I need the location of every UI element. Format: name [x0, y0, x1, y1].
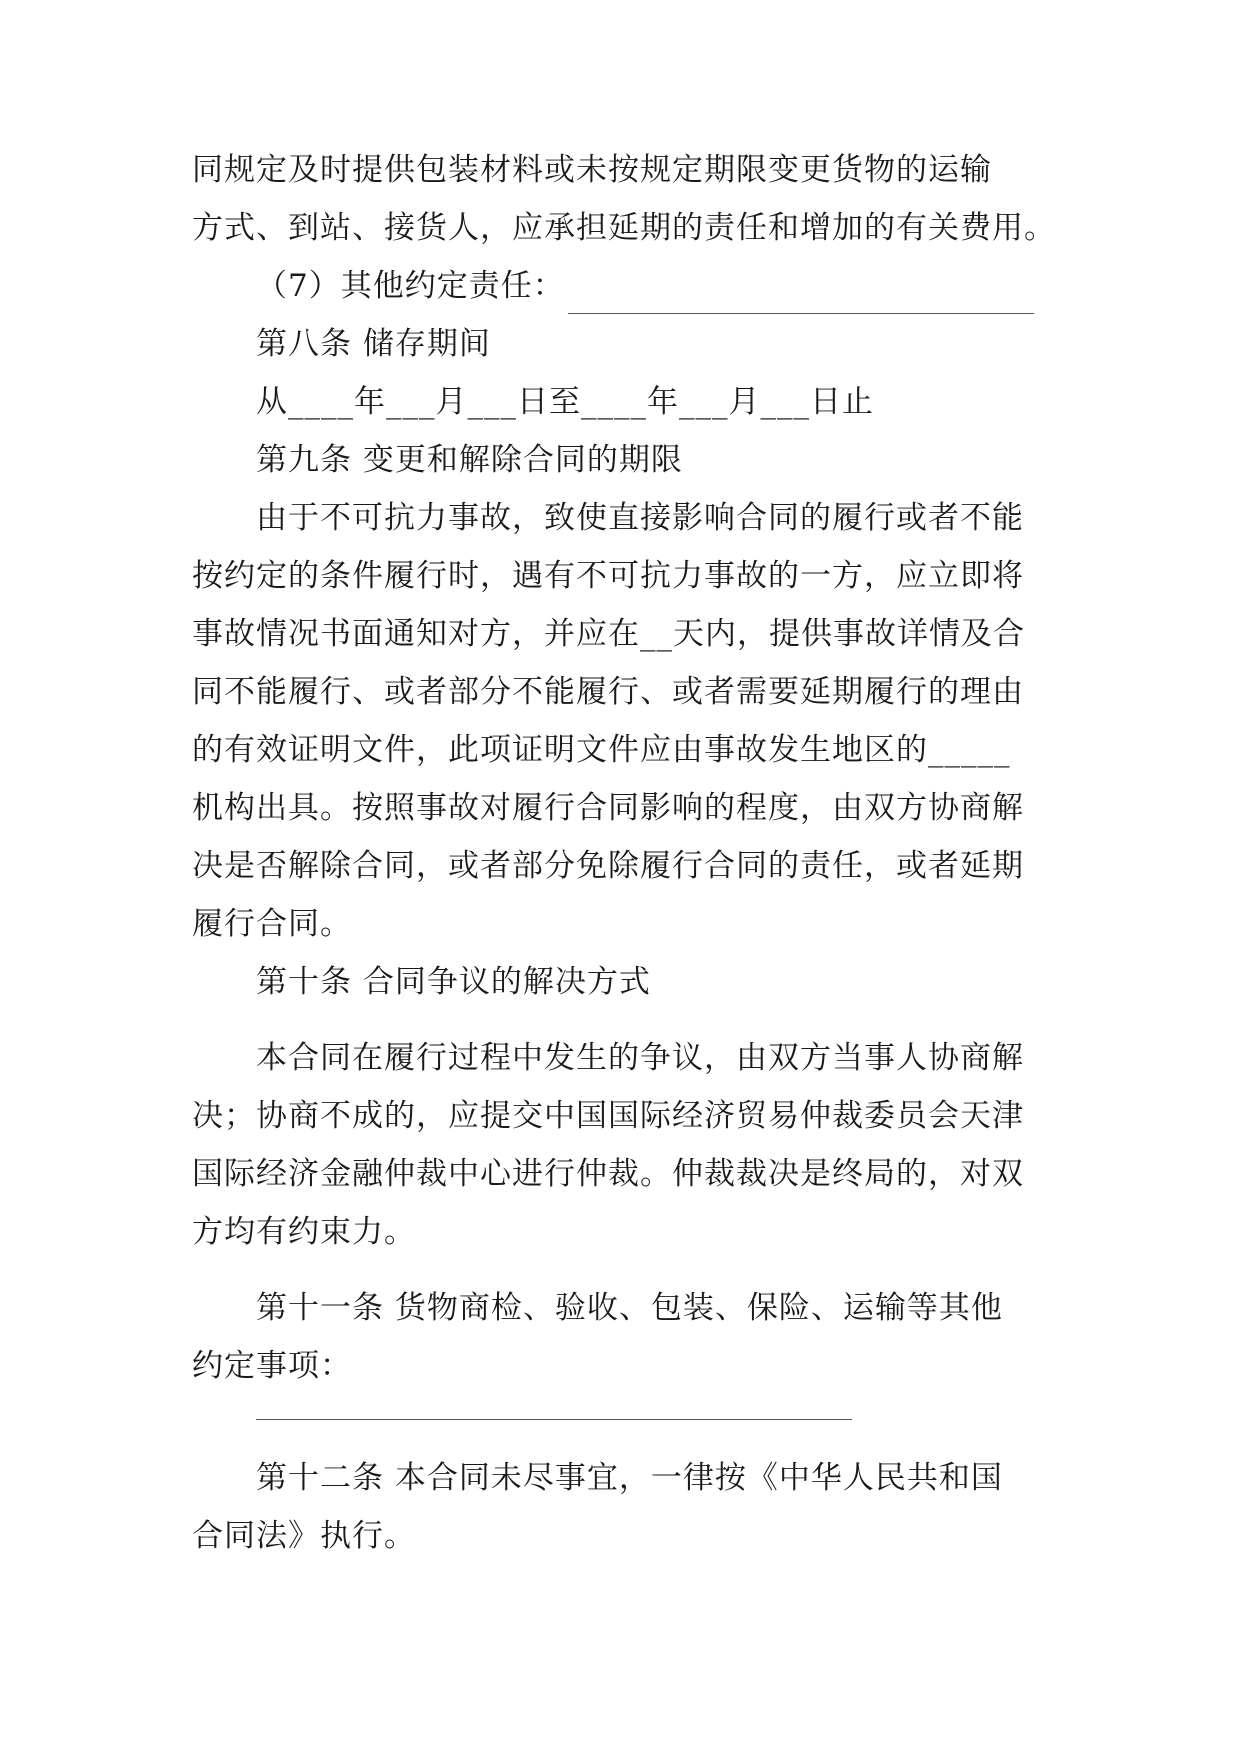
paragraph-line: （7）其他约定责任：	[256, 268, 565, 304]
paragraph-line: 的有效证明文件，此项证明文件应由事故发生地区的_____	[192, 732, 1011, 768]
paragraph-line: 同规定及时提供包装材料或未按规定期限变更货物的运输	[192, 152, 992, 188]
section-heading: 第九条 变更和解除合同的期限	[256, 442, 683, 478]
fill-in-blank-line	[256, 1419, 852, 1420]
section-heading: 第八条 储存期间	[256, 326, 491, 362]
paragraph-line: 按约定的条件履行时，遇有不可抗力事故的一方，应立即将	[192, 558, 1024, 594]
paragraph-line: 国际经济金融仲裁中心进行仲裁。仲裁裁决是终局的，对双	[192, 1156, 1024, 1192]
paragraph-line: 本合同在履行过程中发生的争议，由双方当事人协商解	[256, 1040, 1024, 1076]
section-heading: 第十二条 本合同未尽事宜，一律按《中华人民共和国	[256, 1460, 1003, 1496]
section-heading: 第十一条 货物商检、验收、包装、保险、运输等其他	[256, 1290, 1003, 1326]
section-heading: 第十条 合同争议的解决方式	[256, 964, 651, 1000]
paragraph-line: 方均有约束力。	[192, 1214, 416, 1250]
paragraph-line: 从____年___月___日至____年___月___日止	[256, 384, 874, 420]
paragraph-line: 方式、到站、接货人，应承担延期的责任和增加的有关费用。	[192, 210, 1056, 246]
paragraph-line: 履行合同。	[192, 906, 352, 942]
paragraph-line: 决；协商不成的，应提交中国国际经济贸易仲裁委员会天津	[192, 1098, 1024, 1134]
paragraph-line: 合同法》执行。	[192, 1518, 416, 1554]
fill-in-blank-line	[568, 313, 1034, 314]
paragraph-line: 约定事项：	[192, 1348, 352, 1384]
paragraph-line: 决是否解除合同，或者部分免除履行合同的责任，或者延期	[192, 848, 1024, 884]
paragraph-line: 机构出具。按照事故对履行合同影响的程度，由双方协商解	[192, 790, 1024, 826]
paragraph-line: 事故情况书面通知对方，并应在__天内，提供事故详情及合	[192, 616, 1025, 652]
paragraph-line: 同不能履行、或者部分不能履行、或者需要延期履行的理由	[192, 674, 1024, 710]
paragraph-line: 由于不可抗力事故，致使直接影响合同的履行或者不能	[256, 500, 1024, 536]
